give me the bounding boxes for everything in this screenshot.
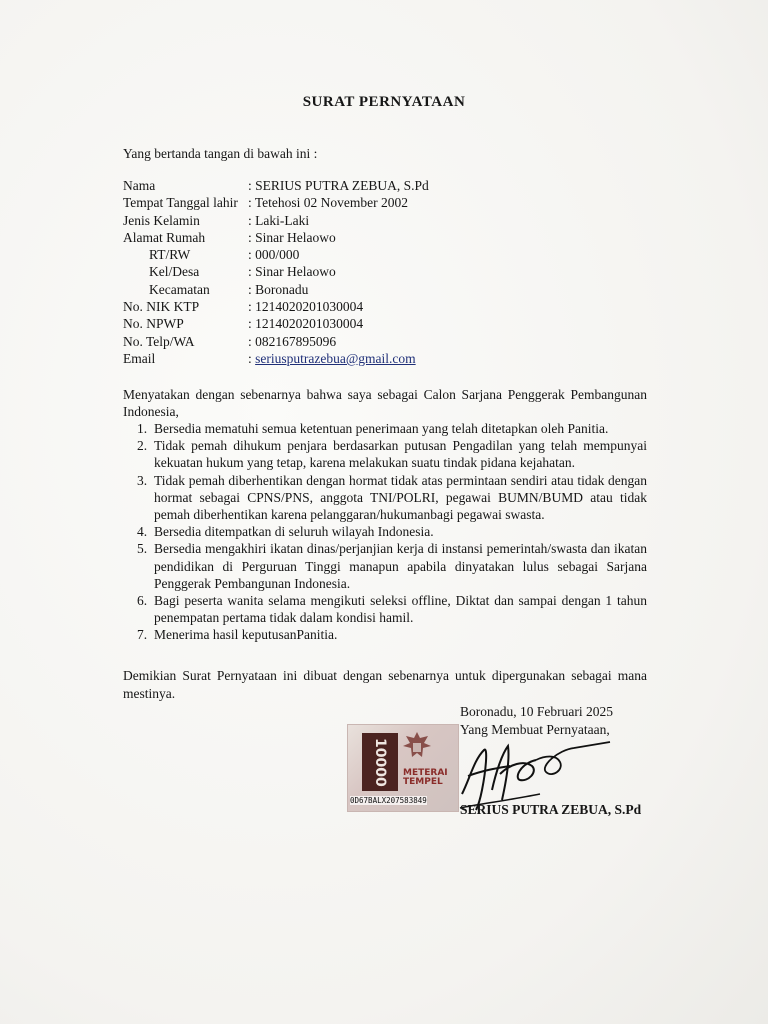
field-value: : 082167895096 <box>248 333 337 349</box>
field-value: : Tetehosi 02 November 2002 <box>248 195 409 211</box>
item-text: Tidak pemah dihukum penjara berdasarkan putusan Pengadilan yang telah mempunyai kekuatan hukum yang tetap, karena melakukan suatu tindak pidana kejahatan. <box>154 438 647 471</box>
list-item <box>137 540 647 592</box>
statement-text: Menyatakan dengan sebenarnya bahwa saya sebagai Calon Sarjana Penggerak Pembangunan Indonesia, <box>123 387 647 420</box>
field-label: Alamat Rumah <box>123 229 206 245</box>
item-number: 6. <box>137 593 148 609</box>
field-row-email <box>123 350 429 367</box>
item-number: 1. <box>137 421 148 436</box>
item-text: Bagi peserta wanita selama mengikuti seleksi offline, Diktat dan sampai dengan 1 tahun penempatan pertama tidak dalam kondisi hamil. <box>154 593 647 626</box>
identity-fields <box>123 177 429 367</box>
field-value: : Sinar Helaowo <box>248 229 336 245</box>
item-number: 7. <box>137 627 148 643</box>
list-item <box>137 626 647 643</box>
field-label: RT/RW <box>149 247 191 263</box>
field-label: Nama <box>123 178 156 193</box>
field-label: No. NIK KTP <box>123 299 200 315</box>
list-item <box>137 592 647 626</box>
field-label: No. Telp/WA <box>123 333 195 349</box>
field-label: Kecamatan <box>149 281 210 297</box>
field-value: : Sinar Helaowo <box>248 264 336 280</box>
field-value: : Boronadu <box>248 281 309 297</box>
list-item <box>137 523 647 540</box>
item-text: Menerima hasil keputusanPanitia. <box>154 627 338 643</box>
item-text: Bersedia mematuhi semua ketentuan penerimaan yang telah ditetapkan oleh Panitia. <box>154 421 609 436</box>
signer-name: SERIUS PUTRA ZEBUA, S.Pd <box>460 802 642 817</box>
signer-role: Yang Membuat Pernyataan, <box>460 721 610 737</box>
field-label: Email <box>123 350 156 366</box>
email-prefix: : <box>248 350 256 366</box>
field-value: : 000/000 <box>248 247 300 263</box>
field-row-keldesa <box>123 263 429 280</box>
stamp-value: 10000 <box>362 733 398 791</box>
field-row-nik <box>123 298 429 315</box>
field-row-phone <box>123 333 429 350</box>
field-label: Jenis Kelamin <box>123 212 200 228</box>
field-label: Kel/Desa <box>149 264 200 280</box>
field-row-rtrw <box>123 246 429 263</box>
list-item <box>137 420 647 437</box>
field-value <box>248 350 416 367</box>
item-number: 2. <box>137 438 148 454</box>
field-row-nama <box>123 177 429 194</box>
item-text: Bersedia mengakhiri ikatan dinas/perjanjian kerja di instansi pemerintah/swasta dan ikatan pendidikan di Perguruan Tinggi manapun apabila dinyatakan lulus sebagai Sarjana Penggerak Pembangunan Indonesia. <box>154 541 647 591</box>
item-text: Tidak pemah diberhentikan dengan hormat tidak atas permintaan sendiri atau tidak dengan hormat sebagai CPNS/PNS, anggota TNI/POLRI, pegawai BUMN/BUMD atau tidak pemah diberhentikan karena pelanggaran/hukumanbagi pegawai swasta. <box>154 472 647 523</box>
field-row-npwp <box>123 315 429 332</box>
item-text: Bersedia ditempatkan di seluruh wilayah Indonesia. <box>154 524 434 540</box>
intro-text: Yang bertanda tangan di bawah ini : <box>123 146 318 161</box>
email-link[interactable]: seriusputrazebua@gmail.com <box>255 350 416 366</box>
item-number: 5. <box>137 541 148 557</box>
stamp-label-line1: METERAI <box>403 768 448 778</box>
field-value: : SERIUS PUTRA ZEBUA, S.Pd <box>248 178 429 193</box>
stamp-label-line2: TEMPEL <box>403 777 443 787</box>
field-label: Tempat Tanggal lahir <box>123 195 238 211</box>
item-number: 4. <box>137 524 148 540</box>
document-title: SURAT PERNYATAAN <box>302 94 466 110</box>
field-row-address <box>123 229 429 246</box>
stamp-serial: 0D67BALX207583849 <box>350 796 427 805</box>
list-item <box>137 437 647 471</box>
field-row-gender <box>123 212 429 229</box>
field-row-ttl <box>123 194 429 211</box>
garuda-emblem-icon <box>400 729 434 765</box>
field-value: : Laki-Laki <box>248 212 310 228</box>
field-value: : 1214020201030004 <box>248 316 364 332</box>
closing-text: Demikian Surat Pernyataan ini dibuat dengan sebenarnya untuk dipergunakan sebagai mana mestinya. <box>123 668 647 701</box>
field-label: No. NPWP <box>123 316 184 332</box>
list-item <box>137 472 647 524</box>
item-number: 3. <box>137 472 148 488</box>
field-value: : 1214020201030004 <box>248 299 364 315</box>
statement-points <box>137 420 647 644</box>
place-date: Boronadu, 10 Februari 2025 <box>460 704 613 719</box>
field-row-kecamatan <box>123 281 429 298</box>
